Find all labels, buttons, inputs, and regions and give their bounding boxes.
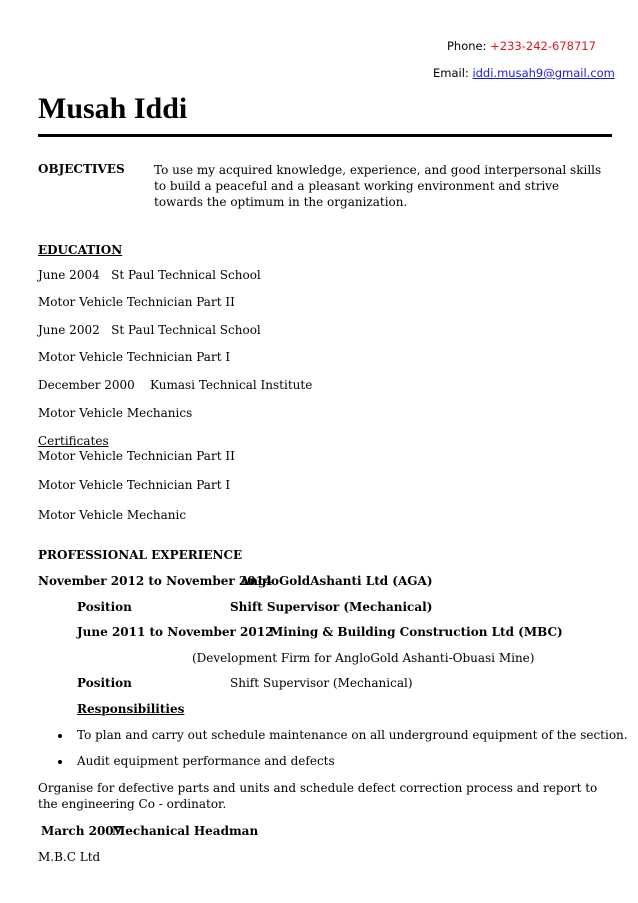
certificate-item: Motor Vehicle Technician Part I	[38, 478, 231, 492]
job2-company: Mining & Building Construction Ltd (MBC)	[270, 625, 563, 639]
responsibility-item: Audit equipment performance and defects	[77, 754, 335, 768]
experience-heading: PROFESSIONAL EXPERIENCE	[38, 548, 243, 562]
responsibility-item: To plan and carry out schedule maintenance on all underground equipment of the section.	[77, 728, 628, 742]
phone-line	[447, 39, 596, 53]
certificate-item: Motor Vehicle Technician Part II	[38, 449, 235, 463]
person-name: Musah Iddi	[38, 92, 188, 125]
education-line: Motor Vehicle Technician Part II	[38, 295, 235, 309]
education-line: Motor Vehicle Mechanics	[38, 406, 193, 420]
bullet-icon	[58, 760, 62, 764]
job3-dates: March 2007	[41, 824, 122, 838]
responsibility-paragraph: Organise for defective parts and units and schedule defect correction process and report to the engineering Co - ordinator.	[38, 781, 598, 811]
job1-position: Shift Supervisor (Mechanical)	[230, 600, 433, 614]
education-line: June 2004 St Paul Technical School	[38, 268, 261, 282]
job2-position: Shift Supervisor (Mechanical)	[230, 676, 413, 690]
responsibilities-heading: Responsibilities	[77, 702, 185, 716]
job3-company: M.B.C Ltd	[38, 850, 101, 864]
email-line	[433, 66, 615, 80]
job1-dates: November 2012 to November 2014	[38, 574, 273, 588]
objectives-heading: OBJECTIVES	[38, 162, 125, 176]
education-line: December 2000 Kumasi Technical Institute	[38, 378, 313, 392]
email-link[interactable]: iddi.musah9@gmail.com	[472, 66, 615, 80]
education-line: Motor Vehicle Technician Part I	[38, 350, 231, 364]
phone-label: Phone:	[447, 39, 491, 53]
phone-number: +233-242-678717	[490, 39, 596, 53]
education-line: June 2002 St Paul Technical School	[38, 323, 261, 337]
job2-dates: June 2011 to November 2012	[77, 625, 274, 639]
header-divider	[38, 134, 612, 137]
email-label: Email:	[433, 66, 473, 80]
position-label: Position	[77, 676, 132, 690]
position-label: Position	[77, 600, 132, 614]
job3-title: Mechanical Headman	[112, 824, 259, 838]
job2-note: (Development Firm for AngloGold Ashanti-Obuasi Mine)	[192, 651, 535, 665]
objectives-text: To use my acquired knowledge, experience, and good interpersonal skills to build a peaceful and a pleasant working environment and strive towards the optimum in the organization.	[154, 163, 602, 209]
certificates-heading: Certificates	[38, 434, 109, 448]
bullet-icon	[58, 734, 62, 738]
education-heading: EDUCATION	[38, 243, 123, 257]
job1-company: AngloGoldAshanti Ltd (AGA)	[240, 574, 433, 588]
certificate-item: Motor Vehicle Mechanic	[38, 508, 187, 522]
